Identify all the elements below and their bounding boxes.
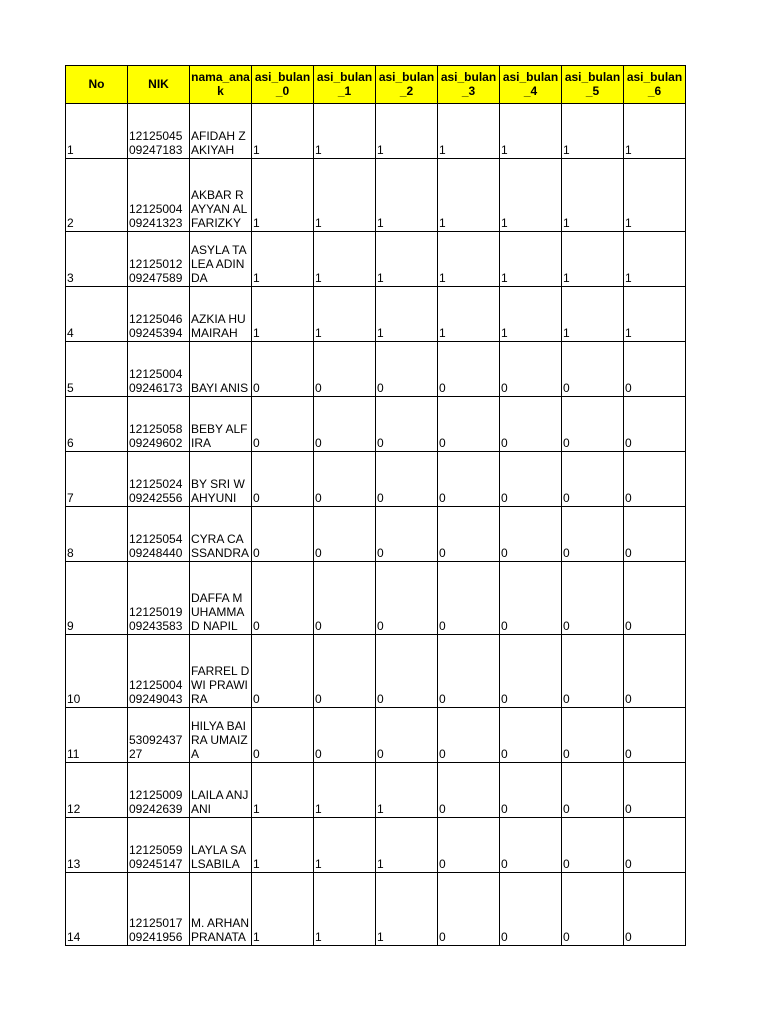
cell-no: 14 [66,873,128,946]
cell-asi-0: 1 [252,104,314,159]
cell-nik: 1212505409248440 [128,507,190,562]
cell-asi-2: 1 [376,232,438,287]
cell-asi-1: 0 [314,635,376,708]
cell-asi-4: 0 [500,507,562,562]
cell-asi-4: 1 [500,287,562,342]
cell-asi-0: 0 [252,562,314,635]
header-asi-bulan-2: asi_bulan_2 [376,66,438,104]
cell-nik: 1212501709241956 [128,873,190,946]
table-row [66,287,686,342]
cell-asi-2: 0 [376,507,438,562]
cell-asi-4: 0 [500,818,562,873]
cell-asi-0: 1 [252,232,314,287]
header-asi-bulan-5: asi_bulan_5 [562,66,624,104]
cell-asi-1: 0 [314,452,376,507]
cell-asi-6: 0 [624,507,686,562]
cell-no: 10 [66,635,128,708]
cell-asi-1: 1 [314,873,376,946]
cell-asi-3: 0 [438,763,500,818]
cell-asi-2: 0 [376,397,438,452]
cell-nama: AKBAR RAYYAN ALFARIZKY [190,159,252,232]
cell-asi-2: 0 [376,562,438,635]
cell-asi-2: 0 [376,708,438,763]
header-nik: NIK [128,66,190,104]
header-row [66,66,686,104]
cell-asi-2: 0 [376,635,438,708]
cell-asi-5: 0 [562,562,624,635]
cell-asi-4: 0 [500,342,562,397]
cell-asi-2: 1 [376,763,438,818]
cell-nik: 1212501209247589 [128,232,190,287]
cell-asi-3: 0 [438,635,500,708]
cell-nama: M. ARHAN PRANATA [190,873,252,946]
cell-no: 11 [66,708,128,763]
cell-asi-5: 0 [562,507,624,562]
cell-asi-0: 1 [252,818,314,873]
cell-asi-5: 0 [562,397,624,452]
table-row [66,818,686,873]
table-row [66,397,686,452]
cell-asi-5: 0 [562,635,624,708]
cell-asi-4: 0 [500,452,562,507]
cell-asi-5: 0 [562,342,624,397]
cell-asi-3: 0 [438,507,500,562]
cell-asi-3: 0 [438,397,500,452]
cell-no: 3 [66,232,128,287]
cell-no: 7 [66,452,128,507]
cell-asi-0: 0 [252,452,314,507]
cell-no: 9 [66,562,128,635]
table-row [66,342,686,397]
cell-no: 1 [66,104,128,159]
cell-asi-0: 1 [252,287,314,342]
cell-asi-6: 1 [624,104,686,159]
cell-nama: BY SRI WAHYUNI [190,452,252,507]
cell-nik: 1212500409249043 [128,635,190,708]
cell-asi-5: 1 [562,104,624,159]
cell-asi-1: 1 [314,232,376,287]
cell-asi-1: 0 [314,562,376,635]
cell-nik: 1212500909242639 [128,763,190,818]
cell-nama: ASYLA TALEA ADINDA [190,232,252,287]
table-row [66,562,686,635]
table-row [66,708,686,763]
cell-asi-2: 1 [376,287,438,342]
cell-asi-1: 0 [314,708,376,763]
cell-asi-5: 1 [562,232,624,287]
cell-asi-5: 0 [562,873,624,946]
cell-asi-4: 0 [500,562,562,635]
cell-nama: DAFFA MUHAMMAD NAPIL [190,562,252,635]
cell-nama: LAYLA SALSABILA [190,818,252,873]
cell-asi-6: 0 [624,562,686,635]
cell-no: 12 [66,763,128,818]
cell-asi-3: 0 [438,708,500,763]
cell-asi-0: 1 [252,763,314,818]
cell-asi-4: 1 [500,232,562,287]
cell-nik: 1212500409241323 [128,159,190,232]
cell-nama: LAILA ANJANI [190,763,252,818]
cell-asi-5: 0 [562,818,624,873]
cell-asi-4: 0 [500,397,562,452]
table-row [66,104,686,159]
cell-asi-6: 1 [624,232,686,287]
cell-asi-1: 1 [314,159,376,232]
cell-asi-1: 0 [314,507,376,562]
cell-nama: BAYI ANIS [190,342,252,397]
cell-asi-3: 0 [438,818,500,873]
cell-nama: FARREL DWI PRAWIRA [190,635,252,708]
cell-asi-3: 1 [438,287,500,342]
cell-asi-1: 1 [314,763,376,818]
cell-asi-1: 0 [314,342,376,397]
header-nama-anak: nama_anak [190,66,252,104]
header-asi-bulan-6: asi_bulan_6 [624,66,686,104]
cell-asi-0: 0 [252,397,314,452]
cell-asi-4: 0 [500,763,562,818]
header-asi-bulan-0: asi_bulan_0 [252,66,314,104]
cell-asi-6: 0 [624,635,686,708]
cell-asi-4: 0 [500,708,562,763]
cell-no: 8 [66,507,128,562]
table-row [66,635,686,708]
cell-asi-3: 0 [438,873,500,946]
cell-no: 6 [66,397,128,452]
cell-asi-6: 0 [624,342,686,397]
cell-asi-2: 1 [376,104,438,159]
cell-nik: 1212505909245147 [128,818,190,873]
cell-asi-6: 0 [624,818,686,873]
table-row [66,159,686,232]
cell-asi-2: 1 [376,818,438,873]
cell-asi-0: 0 [252,708,314,763]
cell-asi-5: 1 [562,159,624,232]
cell-asi-2: 1 [376,873,438,946]
cell-asi-5: 1 [562,287,624,342]
cell-asi-0: 0 [252,342,314,397]
data-table [65,65,686,946]
cell-asi-0: 1 [252,159,314,232]
cell-nama: CYRA CASSANDRA [190,507,252,562]
cell-asi-4: 0 [500,873,562,946]
cell-nama: AFIDAH ZAKIYAH [190,104,252,159]
cell-asi-0: 1 [252,873,314,946]
cell-asi-3: 1 [438,159,500,232]
cell-nik: 5309243727 [128,708,190,763]
cell-asi-5: 0 [562,708,624,763]
cell-asi-1: 1 [314,104,376,159]
cell-nik: 1212505809249602 [128,397,190,452]
cell-asi-3: 0 [438,562,500,635]
cell-asi-4: 0 [500,635,562,708]
cell-asi-2: 1 [376,159,438,232]
table-row [66,452,686,507]
cell-asi-2: 0 [376,452,438,507]
cell-nama: AZKIA HUMAIRAH [190,287,252,342]
cell-asi-0: 0 [252,507,314,562]
cell-asi-4: 1 [500,159,562,232]
cell-no: 13 [66,818,128,873]
table-row [66,873,686,946]
cell-nama: BEBY ALFIRA [190,397,252,452]
cell-asi-6: 1 [624,159,686,232]
cell-asi-1: 1 [314,287,376,342]
cell-asi-3: 0 [438,342,500,397]
cell-asi-1: 1 [314,818,376,873]
cell-asi-3: 0 [438,452,500,507]
cell-asi-0: 0 [252,635,314,708]
cell-nik: 1212501909243583 [128,562,190,635]
cell-nik: 1212502409242556 [128,452,190,507]
cell-asi-6: 1 [624,287,686,342]
cell-asi-6: 0 [624,452,686,507]
table-row [66,763,686,818]
cell-asi-6: 0 [624,397,686,452]
cell-asi-6: 0 [624,873,686,946]
cell-no: 4 [66,287,128,342]
header-no: No [66,66,128,104]
cell-asi-4: 1 [500,104,562,159]
table-row [66,507,686,562]
header-asi-bulan-3: asi_bulan_3 [438,66,500,104]
header-asi-bulan-4: asi_bulan_4 [500,66,562,104]
header-asi-bulan-1: asi_bulan_1 [314,66,376,104]
cell-asi-6: 0 [624,708,686,763]
cell-asi-5: 0 [562,763,624,818]
table-row [66,232,686,287]
cell-nik: 1212504609245394 [128,287,190,342]
cell-asi-6: 0 [624,763,686,818]
cell-asi-3: 1 [438,232,500,287]
cell-no: 5 [66,342,128,397]
cell-nama: HILYA BAIRA UMAIZA [190,708,252,763]
cell-asi-1: 0 [314,397,376,452]
cell-asi-3: 1 [438,104,500,159]
cell-asi-5: 0 [562,452,624,507]
cell-nik: 1212500409246173 [128,342,190,397]
cell-nik: 1212504509247183 [128,104,190,159]
cell-no: 2 [66,159,128,232]
cell-asi-2: 0 [376,342,438,397]
